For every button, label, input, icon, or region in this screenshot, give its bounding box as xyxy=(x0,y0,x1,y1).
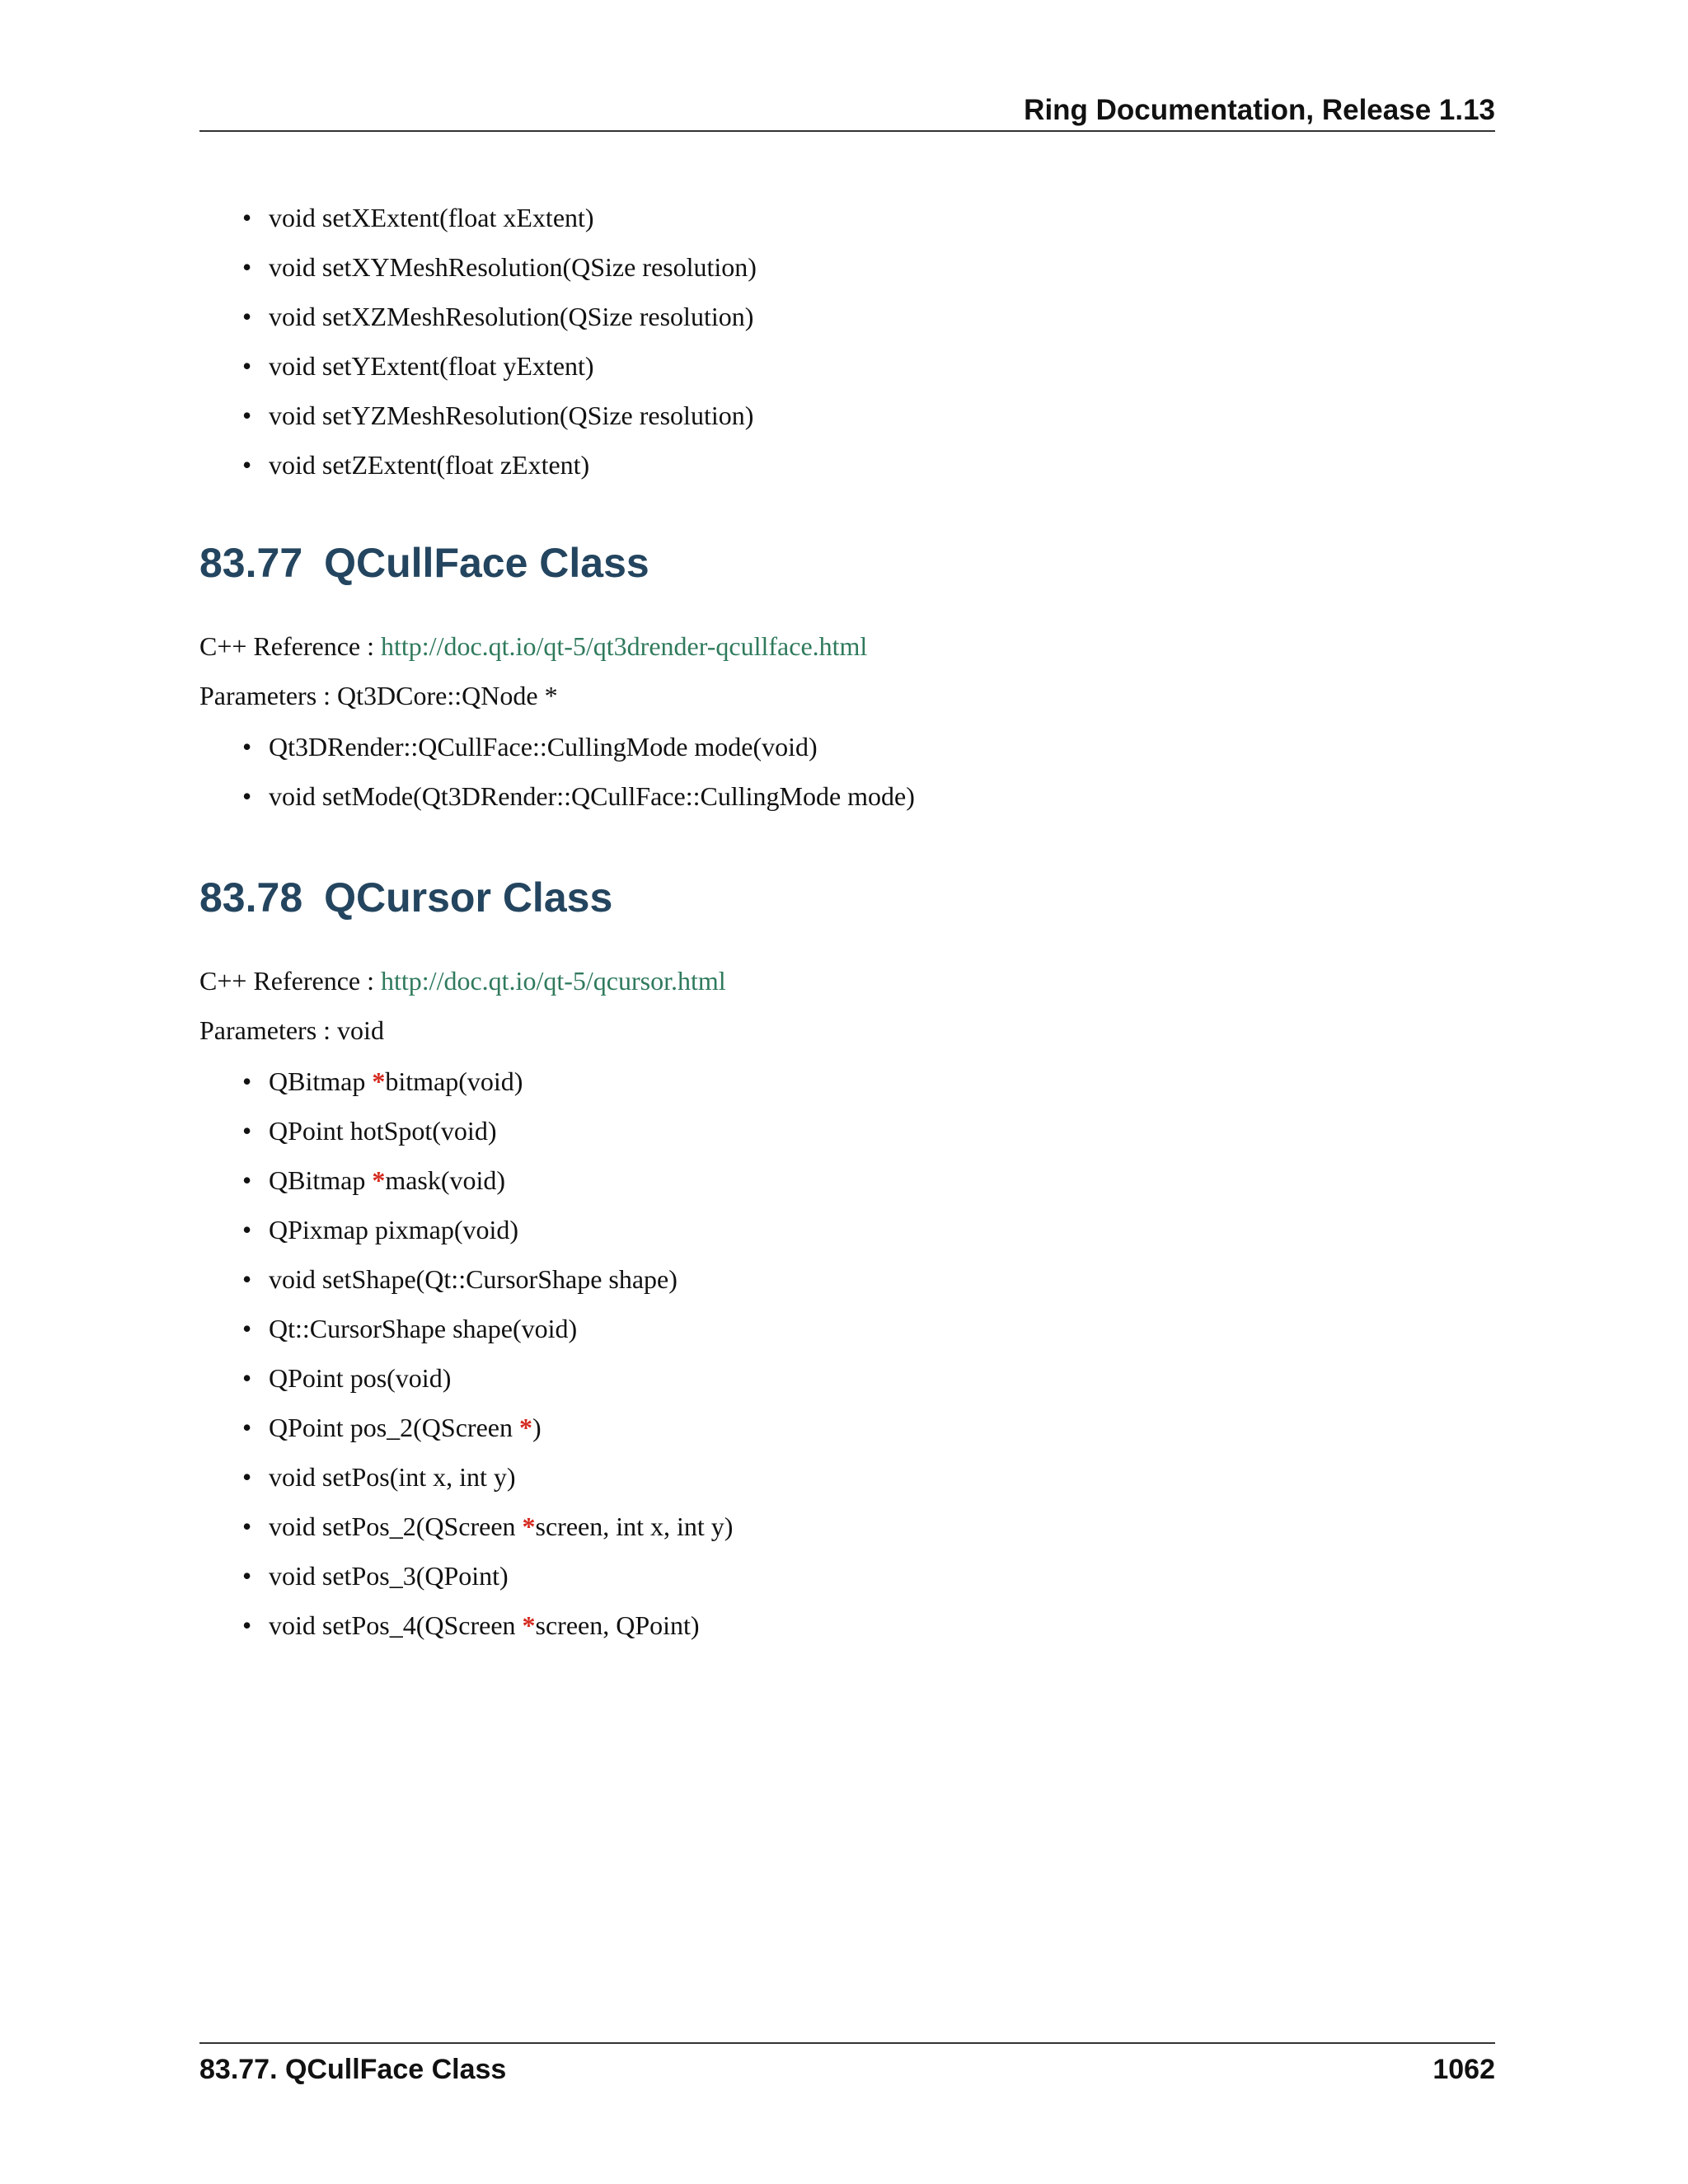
reference-link[interactable]: http://doc.qt.io/qt-5/qt3drender-qcullface.html xyxy=(381,631,868,661)
document-title: Ring Documentation, Release 1.13 xyxy=(1024,94,1495,126)
running-footer xyxy=(199,2042,1495,2093)
list-item: • void setPos_2(QScreen *screen, int x, int y) xyxy=(242,1511,734,1541)
list-item: • QPixmap pixmap(void) xyxy=(242,1215,519,1244)
qcursor-method-list xyxy=(242,1065,1479,1658)
qcullface-method-list xyxy=(242,730,1479,829)
list-item: • void setZExtent(float zExtent) xyxy=(242,450,590,480)
page-number: 1062 xyxy=(1432,2054,1495,2085)
list-item: • void setMode(Qt3DRender::QCullFace::CullingMode mode) xyxy=(242,781,915,811)
section-heading-qcursor: 83.78 QCursor Class xyxy=(199,874,613,921)
prev-section-method-list xyxy=(242,201,1479,498)
footer-section-title: 83.77. QCullFace Class xyxy=(199,2054,507,2085)
list-item: • QBitmap *mask(void) xyxy=(242,1165,506,1195)
list-item: • void setYExtent(float yExtent) xyxy=(242,351,594,381)
list-item: • void setXZMeshResolution(QSize resolution) xyxy=(242,302,754,331)
list-item: • void setXYMeshResolution(QSize resolution) xyxy=(242,252,757,282)
list-item: • QPoint pos_2(QScreen *) xyxy=(242,1413,542,1442)
list-item: • QPoint pos(void) xyxy=(242,1363,452,1393)
list-item: • void setPos(int x, int y) xyxy=(242,1462,516,1492)
running-header xyxy=(199,91,1495,132)
list-item: • Qt::CursorShape shape(void) xyxy=(242,1314,578,1343)
cpp-reference-qcursor: C++ Reference : http://doc.qt.io/qt-5/qcursor.html xyxy=(199,966,726,996)
list-item: • QPoint hotSpot(void) xyxy=(242,1116,497,1146)
parameters-qcullface: Parameters : Qt3DCore::QNode * xyxy=(199,681,558,710)
list-item: • QBitmap *bitmap(void) xyxy=(242,1066,523,1096)
list-item: • Qt3DRender::QCullFace::CullingMode mode(void) xyxy=(242,732,818,762)
reference-link[interactable]: http://doc.qt.io/qt-5/qcursor.html xyxy=(381,966,726,996)
parameters-qcursor: Parameters : void xyxy=(199,1015,384,1045)
list-item: • void setShape(Qt::CursorShape shape) xyxy=(242,1264,678,1294)
cpp-reference-qcullface: C++ Reference : http://doc.qt.io/qt-5/qt3drender-qcullface.html xyxy=(199,631,868,661)
list-item: • void setXExtent(float xExtent) xyxy=(242,203,594,232)
list-item: • void setPos_3(QPoint) xyxy=(242,1561,509,1591)
list-item: • void setPos_4(QScreen *screen, QPoint) xyxy=(242,1610,700,1640)
section-heading-qcullface: 83.77 QCullFace Class xyxy=(199,540,649,586)
list-item: • void setYZMeshResolution(QSize resolution) xyxy=(242,401,754,430)
